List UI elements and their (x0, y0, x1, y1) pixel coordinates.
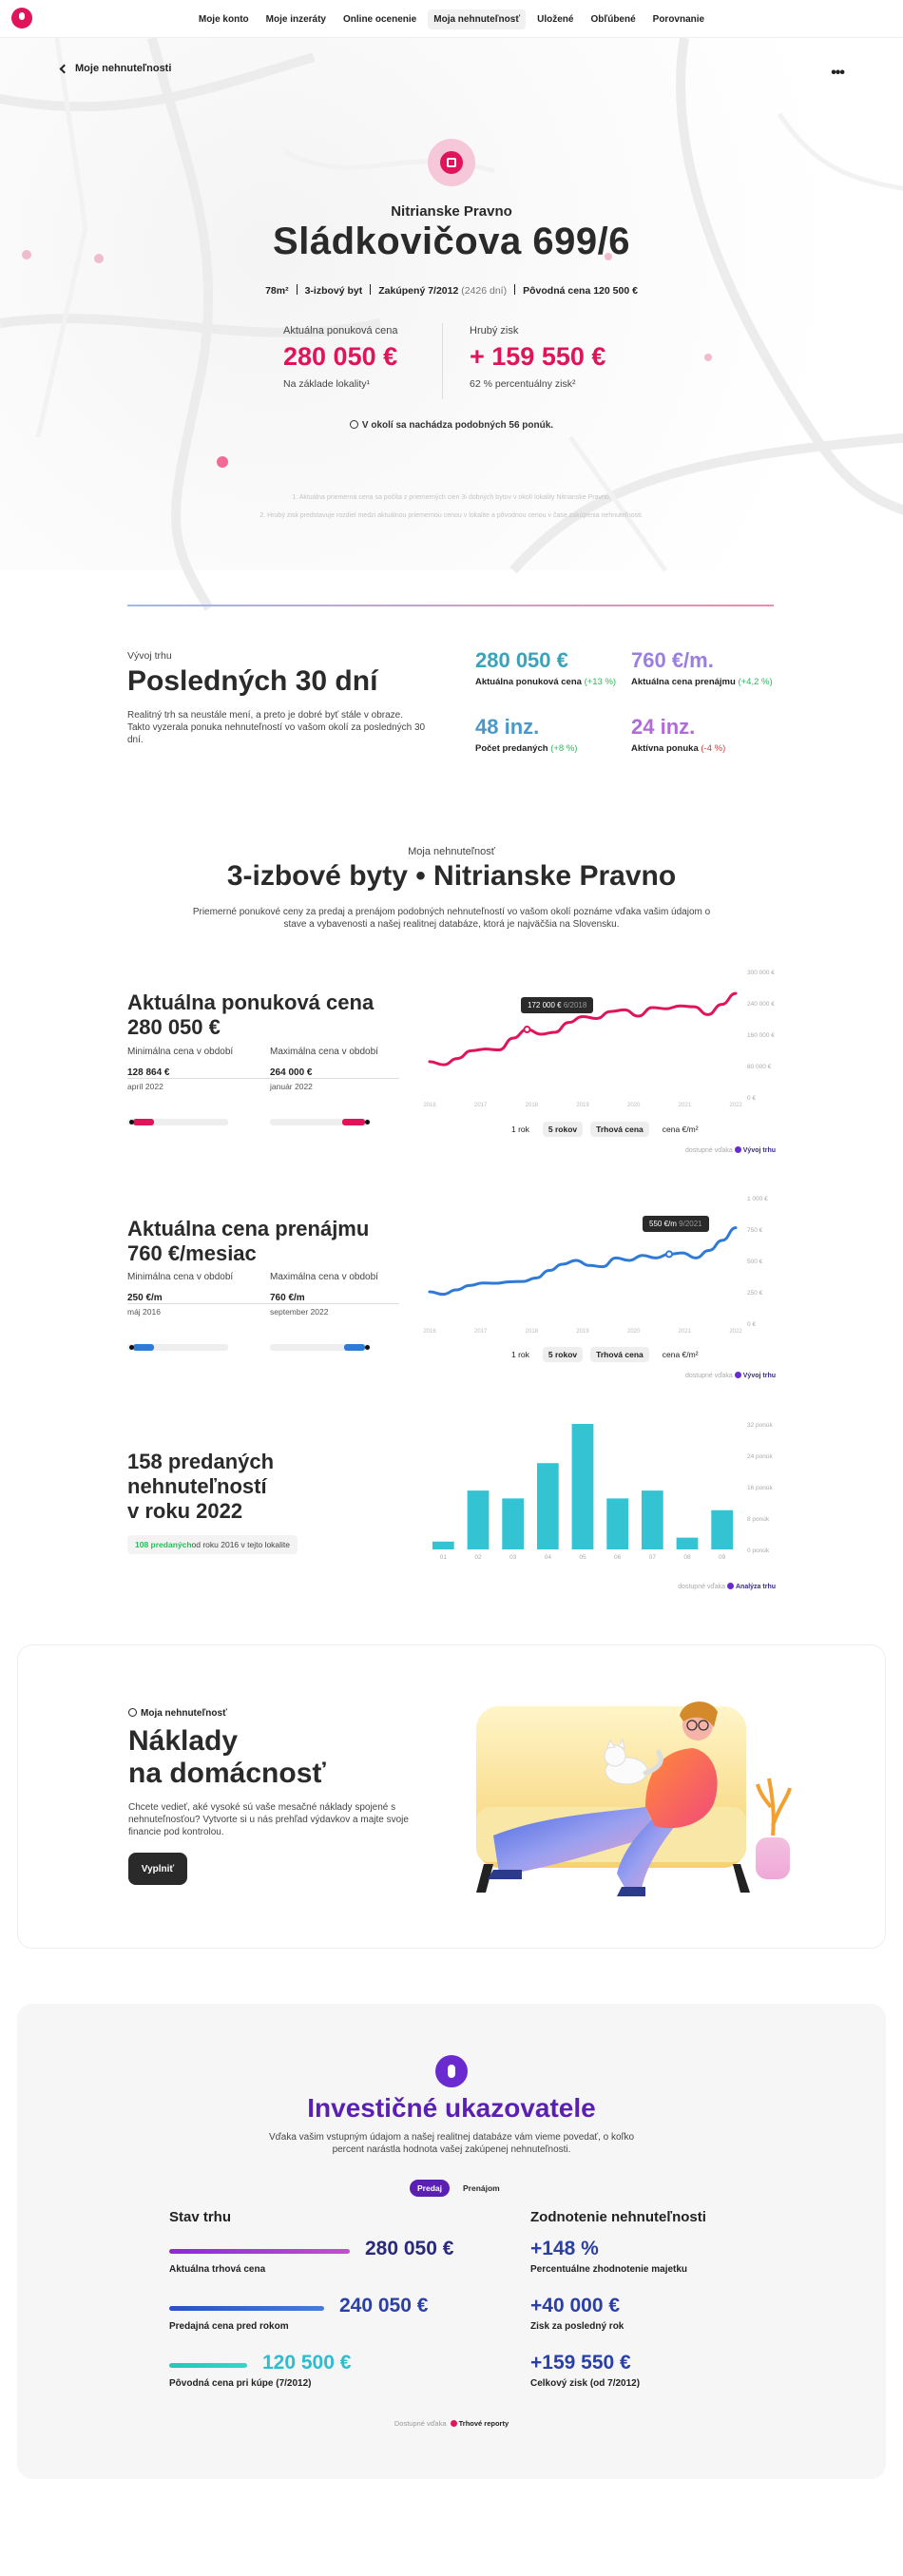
sold-title-line1: 158 predaných (127, 1450, 275, 1473)
trend-description: Realitný trh sa neustále mení, a preto je dobré byť stále v obraze. Takto vyzerala ponuka nehnuteľností vo vašom okolí za posledných 30 dní. (127, 710, 426, 745)
nearby-offers-text: V okolí sa nachádza podobných 56 ponúk. (361, 420, 554, 431)
market-state-value: 240 050 € (339, 2295, 429, 2316)
nav-item-1[interactable]: Moje inzeráty (265, 13, 326, 25)
trend-stat-label-text: Aktuálna ponuková cena (475, 677, 582, 687)
rent-chart-x-tick: 2022 (729, 1329, 742, 1335)
divider (127, 1303, 399, 1304)
chart-filter-chip[interactable]: 5 rokov (543, 1347, 583, 1362)
offer-price-value: 280 050 € (283, 342, 398, 371)
nav-item-4[interactable]: Uložené (537, 13, 574, 25)
sold-block-title (127, 1450, 274, 1524)
sold-title-line2: nehnuteľností (127, 1474, 267, 1498)
chart-filter-chip[interactable]: Trhová cena (590, 1347, 649, 1362)
rent-tooltip-date: 9/2021 (679, 1220, 702, 1228)
chart-filter-chip[interactable]: cena €/m² (662, 1350, 699, 1359)
toggle-sale[interactable]: Predaj (410, 2180, 450, 2197)
sold-chart-bar[interactable] (677, 1538, 699, 1549)
offer-chart-x-tick: 2021 (678, 1103, 692, 1108)
market-state-label: Pôvodná cena pri kúpe (7/2012) (169, 2378, 312, 2389)
offer-max-value: 264 000 € (270, 1067, 313, 1078)
offer-block-title (127, 990, 374, 1040)
sold-chart-x-tick: 04 (544, 1554, 551, 1561)
evaluation-row (530, 2352, 778, 2389)
rent-tooltip-value: 550 €/m (649, 1220, 677, 1228)
offer-chart-x-tick: 2016 (423, 1103, 436, 1108)
offer-chart-x-tick: 2022 (729, 1103, 742, 1108)
offer-chart-y-tick: 240 000 € (747, 1001, 775, 1008)
sold-chart-bar[interactable] (642, 1490, 663, 1549)
top-navigation (0, 0, 903, 38)
evaluation-heading: Zodnotenie nehnuteľnosti (530, 2209, 706, 2225)
offer-price-note: Na základe lokality¹ (283, 378, 371, 390)
map-background (0, 38, 903, 570)
rent-max-range (270, 1344, 371, 1351)
offer-price-label: Aktuálna ponuková cena (283, 325, 398, 336)
rent-chart-x-tick: 2020 (626, 1329, 641, 1335)
source-logo-icon (735, 1146, 741, 1153)
sold-bar-chart[interactable] (426, 1414, 778, 1571)
gross-profit-label: Hrubý zisk (470, 325, 519, 336)
rent-chart-x-tick: 2021 (678, 1329, 692, 1335)
trend-stat (475, 715, 627, 754)
meta-bought: Zakúpený 7/2012 (378, 285, 459, 297)
trend-stat-label-text: Počet predaných (475, 743, 548, 754)
sold-chart-x-tick: 08 (683, 1554, 691, 1561)
rent-chart-y-tick: 1 000 € (747, 1196, 768, 1202)
sold-chart-y-tick: 8 ponúk (747, 1516, 770, 1523)
rent-block-title-line2: 760 €/mesiac (127, 1241, 257, 1265)
property-address: Sládkovičova 699/6 (273, 221, 630, 262)
sold-chart-y-tick: 0 ponúk (747, 1548, 770, 1554)
sold-note-highlight: 108 predaných (135, 1540, 192, 1549)
trend-stat (631, 715, 783, 754)
offer-price-chart-svg (423, 960, 778, 1114)
home-icon (128, 1708, 137, 1717)
offer-block-title-line2: 280 050 € (127, 1015, 221, 1039)
trend-stat-change: (+8 %) (550, 743, 578, 754)
sold-chart-bar[interactable] (468, 1490, 490, 1549)
evaluation-value: +159 550 € (530, 2352, 631, 2374)
market-trend-section (0, 627, 903, 789)
costs-kicker-label: Moja nehnuteľnosť (141, 1708, 227, 1719)
evaluation-value: +40 000 € (530, 2295, 621, 2316)
rent-min-value: 250 €/m (127, 1293, 163, 1303)
offer-chart-filters (506, 1122, 704, 1137)
evaluation-label: Celkový zisk (od 7/2012) (530, 2378, 641, 2389)
offer-max-range (270, 1119, 371, 1125)
sold-chart-x-tick: 06 (614, 1554, 622, 1561)
meta-original-price: Pôvodná cena 120 500 € (523, 285, 638, 297)
chart-filter-chip[interactable]: 1 rok (511, 1350, 529, 1359)
rent-min-range (127, 1344, 228, 1351)
market-title: 3-izbové byty • Nitrianske Pravno (226, 860, 677, 892)
offer-chart-y-tick: 0 € (747, 1095, 757, 1102)
offer-source-prefix: dostupné vďaka (684, 1147, 733, 1154)
trend-stat-label (631, 743, 783, 754)
costs-description: Chcete vedieť, aké vysoké sú vaše mesačné náklady spojené s nehnuteľnosťou? Vytvorte si u nás prehľad výdavkov a majte svoje financie pod kontrolou. (128, 1802, 409, 1837)
market-state-bar (169, 2306, 324, 2311)
rent-block-title-line1: Aktuálna cena prenájmu (127, 1217, 370, 1240)
meta-days: (2426 dní) (461, 285, 508, 297)
rent-chart-y-tick: 250 € (747, 1290, 763, 1297)
rent-source-name: Vývoj trhu (742, 1373, 776, 1379)
investment-indicators-section (17, 2004, 886, 2479)
gross-profit-note: 62 % percentuálny zisk² (470, 378, 576, 390)
divider (127, 1078, 399, 1079)
sold-chart-bar[interactable] (537, 1463, 559, 1549)
meta-area: 78m² (265, 285, 289, 297)
offer-chart-x-tick: 2017 (473, 1103, 488, 1108)
rent-price-chart[interactable] (423, 1186, 778, 1345)
evaluation-row (530, 2295, 778, 2332)
offer-chart-highlight-point[interactable] (524, 1027, 529, 1032)
footnote-2: 2. Hrubý zisk predstavuje rozdiel medzi aktuálnou priemernou cenou v lokalite a pôvodnou cenou v čase zakúpenia nehnuteľnosti. (259, 512, 644, 519)
trend-stat-change: (+13 %) (584, 677, 617, 687)
rent-max (270, 1271, 384, 1318)
trend-stat-label-text: Aktuálna cena prenájmu (631, 677, 736, 687)
footnote-1: 1. Aktuálna priemerná cena sa počíta z priemerných cien 3i dobných bytov v okolí lokality Nitrianske Pravno. (292, 494, 611, 501)
trend-stat-value: 48 inz. (475, 715, 540, 739)
costs-kicker (128, 1708, 227, 1719)
offer-chart-tooltip (521, 997, 593, 1013)
offer-price-box (283, 325, 397, 390)
more-options-icon[interactable]: ••• (831, 65, 844, 81)
nav-item-3[interactable]: Moja nehnuteľnosť (428, 10, 526, 29)
market-state-value: 280 050 € (365, 2238, 454, 2259)
rent-chart-y-tick: 500 € (747, 1259, 763, 1265)
sold-chart-x-tick: 02 (474, 1554, 482, 1561)
costs-title (128, 1725, 326, 1790)
gross-profit-box (470, 325, 605, 390)
lock-icon (435, 2055, 468, 2087)
sold-source-prefix: dostupné vďaka (678, 1584, 726, 1590)
market-state-value: 120 500 € (262, 2352, 352, 2374)
sold-source-name: Analýza trhu (735, 1584, 776, 1590)
rent-min-label: Minimálna cena v období (127, 1272, 234, 1282)
rent-chart-tooltip (643, 1216, 709, 1232)
sold-chart-y-tick: 24 ponúk (747, 1453, 773, 1460)
offer-min-range (127, 1119, 228, 1125)
offer-chart-x-tick: 2019 (576, 1103, 589, 1108)
trend-stat-value: 760 €/m. (631, 648, 714, 672)
market-state-label: Aktuálna trhová cena (169, 2264, 266, 2275)
sold-chart-bar[interactable] (432, 1542, 454, 1549)
evaluation-label: Zisk za posledný rok (530, 2321, 624, 2332)
sold-note-text: od roku 2016 v tejto lokalite (191, 1540, 291, 1549)
rent-chart-series-line (430, 1228, 736, 1295)
toggle-rent[interactable]: Prenájom (463, 2183, 500, 2193)
nav-item-5[interactable]: Obľúbené (590, 13, 636, 25)
sold-chart-source[interactable] (589, 1583, 776, 1590)
person-on-sofa-illustration (455, 1693, 817, 1902)
sold-chart-bar[interactable] (572, 1424, 594, 1549)
trend-stat-label (631, 677, 783, 687)
sold-chart-bar[interactable] (502, 1498, 524, 1549)
offer-tooltip-date: 6/2018 (563, 1001, 587, 1009)
sold-chart-x-tick: 01 (439, 1554, 447, 1561)
offer-chart-x-tick: 2018 (525, 1103, 539, 1108)
offer-min-date: apríl 2022 (127, 1082, 163, 1091)
sold-chart-x-tick: 07 (648, 1554, 656, 1561)
offer-min-value: 128 864 € (127, 1067, 170, 1078)
offer-price-chart[interactable] (423, 960, 778, 1119)
rent-max-value: 760 €/m (270, 1293, 305, 1303)
nearby-offers[interactable] (0, 420, 903, 431)
nav-links (0, 0, 903, 38)
source-logo-icon (451, 2420, 457, 2427)
rent-block-title (127, 1217, 369, 1266)
sold-title-line3: v roku 2022 (127, 1499, 243, 1523)
offer-max-label: Maximálna cena v období (270, 1047, 378, 1057)
rent-price-chart-svg (423, 1186, 778, 1340)
market-state-heading: Stav trhu (169, 2209, 232, 2225)
trend-stat (631, 648, 783, 687)
rent-min (127, 1271, 241, 1318)
offer-max (270, 1046, 384, 1093)
offer-chart-y-tick: 80 000 € (747, 1064, 772, 1070)
offer-min (127, 1046, 241, 1093)
market-state-row (169, 2295, 511, 2333)
rent-chart-highlight-point[interactable] (666, 1251, 672, 1257)
sold-bar-chart-svg (426, 1414, 778, 1567)
rent-chart-y-tick: 750 € (747, 1227, 763, 1234)
rent-max-date: september 2022 (270, 1307, 329, 1317)
rent-max-label: Maximálna cena v období (270, 1272, 378, 1282)
offer-block-title-line1: Aktuálna ponuková cena (127, 990, 375, 1014)
household-costs-card (17, 1644, 886, 1949)
offer-chart-y-tick: 300 000 € (747, 970, 775, 976)
back-link-label: Moje nehnuteľnosti (75, 63, 172, 74)
rent-chart-source[interactable] (589, 1372, 776, 1379)
offer-tooltip-value: 172 000 € (528, 1001, 562, 1009)
market-kicker: Moja nehnuteľnosť (408, 846, 495, 857)
chart-filter-chip[interactable]: 1 rok (511, 1125, 529, 1134)
divider (442, 323, 443, 399)
offer-source-name: Vývoj trhu (742, 1147, 776, 1154)
invest-title: Investičné ukazovatele (307, 2093, 596, 2123)
sale-rent-toggle (410, 2180, 508, 2197)
chart-filter-chip[interactable]: 5 rokov (543, 1122, 583, 1137)
sold-note (127, 1535, 298, 1554)
sold-chart-y-tick: 16 ponúk (747, 1485, 773, 1491)
meta-rooms: 3-izbový byt (304, 285, 363, 297)
trend-stat-value: 24 inz. (631, 715, 696, 739)
trend-stat-change: (+4,2 %) (738, 677, 773, 687)
chart-filter-chip[interactable]: Trhová cena (590, 1122, 649, 1137)
rent-chart-x-tick: 2017 (473, 1329, 488, 1335)
sold-chart-x-tick: 03 (509, 1554, 517, 1561)
sold-chart-y-tick: 32 ponúk (747, 1422, 773, 1429)
trend-title: Posledných 30 dní (127, 665, 378, 697)
rent-source-prefix: dostupné vďaka (684, 1373, 733, 1379)
chevron-left-icon (60, 64, 69, 73)
trend-stat-label-text: Aktívna ponuka (631, 743, 699, 754)
offer-min-label: Minimálna cena v období (127, 1047, 234, 1057)
costs-title-line1: Náklady (128, 1725, 239, 1757)
costs-title-line2: na domácnosť (128, 1758, 326, 1789)
trend-stat-change: (-4 %) (701, 743, 726, 754)
nav-item-6[interactable]: Porovnanie (652, 13, 705, 25)
source-logo-icon (735, 1372, 741, 1378)
property-locality: Nitrianske Pravno (391, 203, 512, 220)
gradient-divider (127, 605, 774, 606)
rent-chart-x-tick: 2016 (423, 1329, 436, 1335)
invest-source-name: Trhové reporty (458, 2419, 509, 2428)
market-state-label: Predajná cena pred rokom (169, 2321, 289, 2332)
property-hero (0, 38, 903, 570)
property-meta (0, 284, 903, 297)
market-state-row (169, 2352, 511, 2390)
offer-max-date: január 2022 (270, 1082, 313, 1091)
invest-description: Vďaka vašim vstupným údajom a našej realitnej databáze vám vieme povedať, o koľko percent narástla hodnota vašej zakúpenej nehnuteľnosti. (268, 2132, 635, 2155)
chart-filter-chip[interactable]: cena €/m² (662, 1125, 699, 1134)
source-logo-icon (727, 1583, 734, 1589)
trend-stat-label (475, 677, 627, 687)
rent-min-date: máj 2016 (127, 1307, 161, 1317)
rent-chart-x-tick: 2018 (525, 1329, 539, 1335)
sold-chart-bar[interactable] (606, 1498, 628, 1549)
evaluation-label: Percentuálne zhodnotenie majetku (530, 2264, 688, 2275)
fill-in-button[interactable]: Vyplniť (128, 1853, 187, 1885)
home-pin-icon (428, 139, 475, 186)
nav-item-0[interactable]: Moje konto (198, 13, 249, 25)
market-state-bar (169, 2249, 350, 2254)
sold-chart-x-tick: 05 (579, 1554, 586, 1561)
trend-kicker: Vývoj trhu (127, 650, 172, 662)
invest-source-prefix: Dostupné vďaka (394, 2419, 447, 2428)
evaluation-row (530, 2238, 778, 2275)
rent-chart-x-tick: 2019 (576, 1329, 589, 1335)
offer-chart-source[interactable] (589, 1146, 776, 1154)
trend-stat-value: 280 050 € (475, 648, 568, 672)
market-state-bar (169, 2363, 247, 2368)
trend-stat (475, 648, 627, 687)
back-link[interactable] (61, 63, 171, 74)
gross-profit-value: + 159 550 € (470, 342, 606, 371)
market-description: Priemerné ponukové ceny za predaj a prenájom podobných nehnuteľností vo vašom okolí poznáme vďaka vašim údajom o stave a vybavenosti a našej realitnej databáze, ktorá je najväčšia na Slovensku. (192, 907, 711, 930)
invest-source[interactable] (17, 2419, 886, 2428)
rent-chart-y-tick: 0 € (747, 1321, 757, 1328)
info-icon (350, 420, 358, 429)
offer-chart-y-tick: 160 000 € (747, 1032, 775, 1039)
evaluation-value: +148 % (530, 2238, 599, 2259)
sold-chart-bar[interactable] (711, 1510, 733, 1549)
trend-stat-label (475, 743, 627, 754)
nav-item-2[interactable]: Online ocenenie (343, 13, 417, 25)
market-state-row (169, 2238, 511, 2276)
offer-chart-x-tick: 2020 (626, 1103, 641, 1108)
rent-chart-filters (506, 1347, 704, 1362)
sold-chart-x-tick: 09 (719, 1554, 726, 1561)
